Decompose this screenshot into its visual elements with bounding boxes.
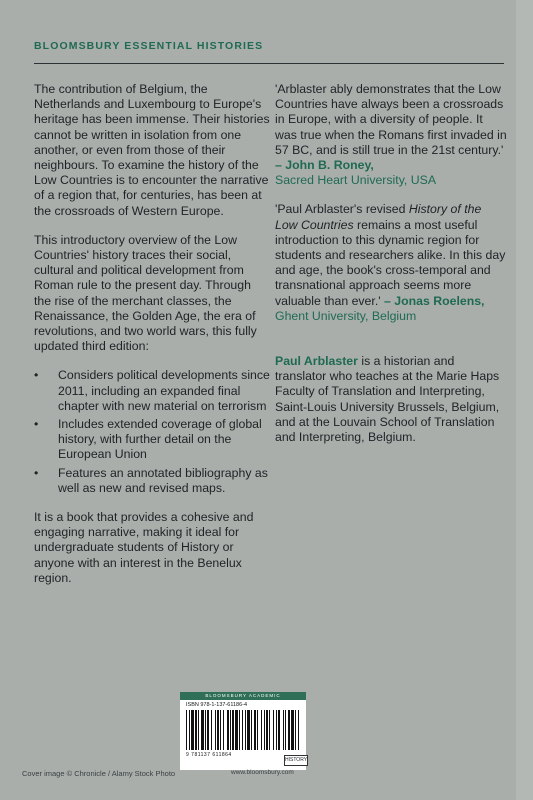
bullet-marker: • [34, 368, 39, 383]
quote-text: 'Paul Arblaster's revised [275, 202, 409, 217]
publisher-label: BLOOMSBURY ACADEMIC [180, 692, 306, 700]
bullet-marker: • [34, 465, 39, 480]
quote-affiliation: Sacred Heart University, USA [275, 173, 437, 188]
author-bio-text: is a historian and translator who teaches at the Marie Haps Faculty of Translation and Interpreting, Saint-Louis University Brussels, Belgium, and at the Louvain School of Translation and Interpreting, Belgium. [275, 354, 500, 445]
feature-list [34, 368, 270, 496]
blurb-paragraph-1: The contribution of Belgium, the Netherlands and Luxembourg to Europe's heritage has been immense. Their histories cannot be written in isolation from one another, or even from those of their neighbours. To examine the history of the Low Countries is to encounter the narrative of a region that, for centuries, has been at the crossroads of Western Europe. [34, 82, 270, 218]
review-quote-1 [275, 82, 507, 188]
blurb-paragraph-3: It is a book that provides a cohesive and engaging narrative, making it ideal for undergraduate students of History or anyone with an interest in the Benelux region. [34, 510, 254, 585]
barcode-digits: 9 781137 611864 [186, 752, 232, 758]
review-quote-2 [275, 202, 507, 324]
series-title: BLOOMSBURY ESSENTIAL HISTORIES [34, 40, 264, 52]
isbn-text: ISBN 978-1-137-61186-4 [186, 702, 248, 708]
feature-text: Features an annotated bibliography as well as new and revised maps. [58, 465, 268, 495]
quote-text: 'Arblaster ably demonstrates that the Low Countries have always been a crossroads in Europe, with a diversity of people. It was true when the Romans first invaded in 57 BC, and is still true in the 21st century.' [275, 82, 507, 157]
feature-list-item [34, 368, 270, 414]
blurb-paragraph-2: This introductory overview of the Low Countries' history traces their social, cultural and political development from Roman rule to the present day. Through the rise of the merchant classes, the Renaissance, the Golden Age, the era of revolutions, and two world wars, this fully updated third edition: [34, 232, 257, 354]
header-rule [34, 63, 504, 64]
left-column [34, 82, 270, 600]
publisher-website: www.bloomsbury.com [231, 769, 294, 776]
feature-text: Includes extended coverage of global history, with further detail on the European Union [58, 417, 262, 462]
barcode-icon [186, 710, 300, 752]
feature-list-item [34, 417, 270, 463]
quote-affiliation: Ghent University, Belgium [275, 308, 417, 323]
book-title: History of the Low Countries [275, 202, 482, 232]
feature-text: Considers political developments since 2011, including an expanded final chapter with new material on terrorism [58, 368, 270, 413]
feature-list-item [34, 466, 270, 496]
author-name: Paul Arblaster [275, 354, 358, 369]
quote-text: remains a most useful introduction to this dynamic region for students and researchers alike. In this day and age, the book's cross-temporal and transnational approach seems more valuable than ever.' [275, 217, 506, 308]
bullet-marker: • [34, 417, 39, 432]
category-label: HISTORY [284, 755, 308, 766]
author-bio [275, 354, 507, 445]
spine-edge [516, 0, 533, 800]
quote-credit: – Jonas Roelens, [380, 293, 485, 308]
cover-image-credit: Cover image © Chronicle / Alamy Stock Photo [22, 769, 176, 778]
quote-credit: – John B. Roney, [275, 158, 374, 173]
right-column [275, 82, 507, 459]
